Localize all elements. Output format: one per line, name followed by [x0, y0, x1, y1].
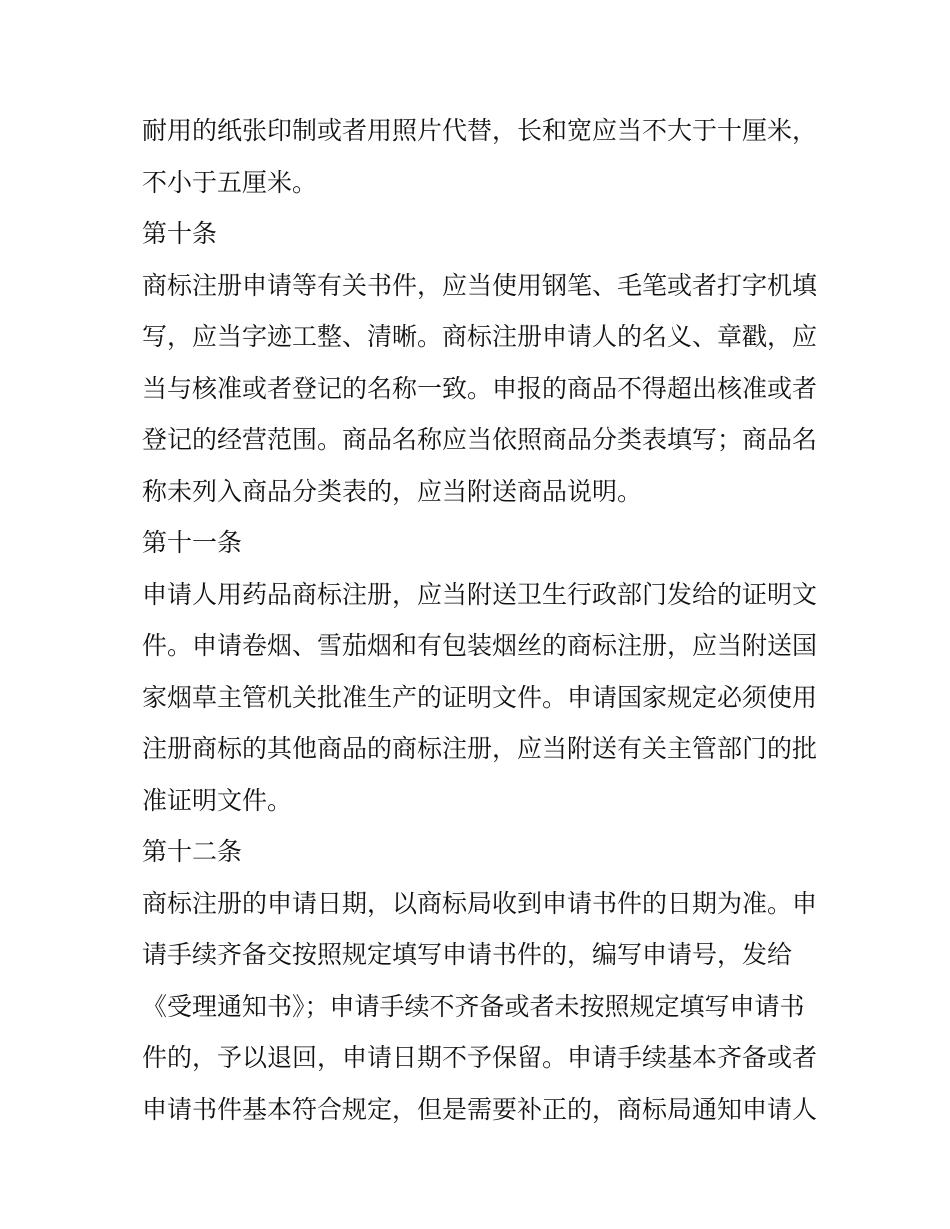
document-body	[142, 105, 822, 1135]
body-line: 申请书件基本符合规定，但是需要补正的，商标局通知申请人	[142, 1094, 818, 1124]
body-line: 申请人用药品商标注册，应当附送卫生行政部门发给的证明文	[142, 579, 818, 609]
body-line: 件的，予以退回，申请日期不予保留。申请手续基本齐备或者	[142, 1043, 818, 1072]
body-line: 《受理通知书》；申请手续不齐备或者未按照规定填写申请书	[142, 991, 805, 1021]
body-line: 当与核准或者登记的名称一致。申报的商品不得超出核准或者	[142, 373, 818, 403]
article-heading: 第十一条	[142, 528, 243, 557]
body-line: 件。申请卷烟、雪茄烟和有包装烟丝的商标注册，应当附送国	[142, 631, 818, 660]
body-line: 注册商标的其他商品的商标注册，应当附送有关主管部门的批	[142, 734, 818, 763]
body-line: 家烟草主管机关批准生产的证明文件。申请国家规定必须使用	[142, 682, 818, 712]
article-heading: 第十二条	[142, 837, 243, 866]
body-line: 商标注册的申请日期，以商标局收到申请书件的日期为准。申	[142, 888, 818, 918]
body-line: 不小于五厘米。	[142, 167, 318, 197]
body-line: 登记的经营范围。商品名称应当依照商品分类表填写；商品名	[142, 425, 818, 454]
body-line: 准证明文件。	[142, 785, 293, 815]
body-line: 写，应当字迹工整、清晰。商标注册申请人的名义、章戳，应	[142, 322, 818, 351]
body-line: 称未列入商品分类表的，应当附送商品说明。	[142, 476, 643, 506]
body-line: 商标注册申请等有关书件，应当使用钢笔、毛笔或者打字机填	[142, 270, 818, 300]
body-line: 耐用的纸张印制或者用照片代替，长和宽应当不大于十厘米，	[142, 116, 818, 145]
article-heading: 第十条	[142, 219, 218, 248]
body-line: 请手续齐备交按照规定填写申请书件的，编写申请号，发给	[142, 940, 793, 969]
